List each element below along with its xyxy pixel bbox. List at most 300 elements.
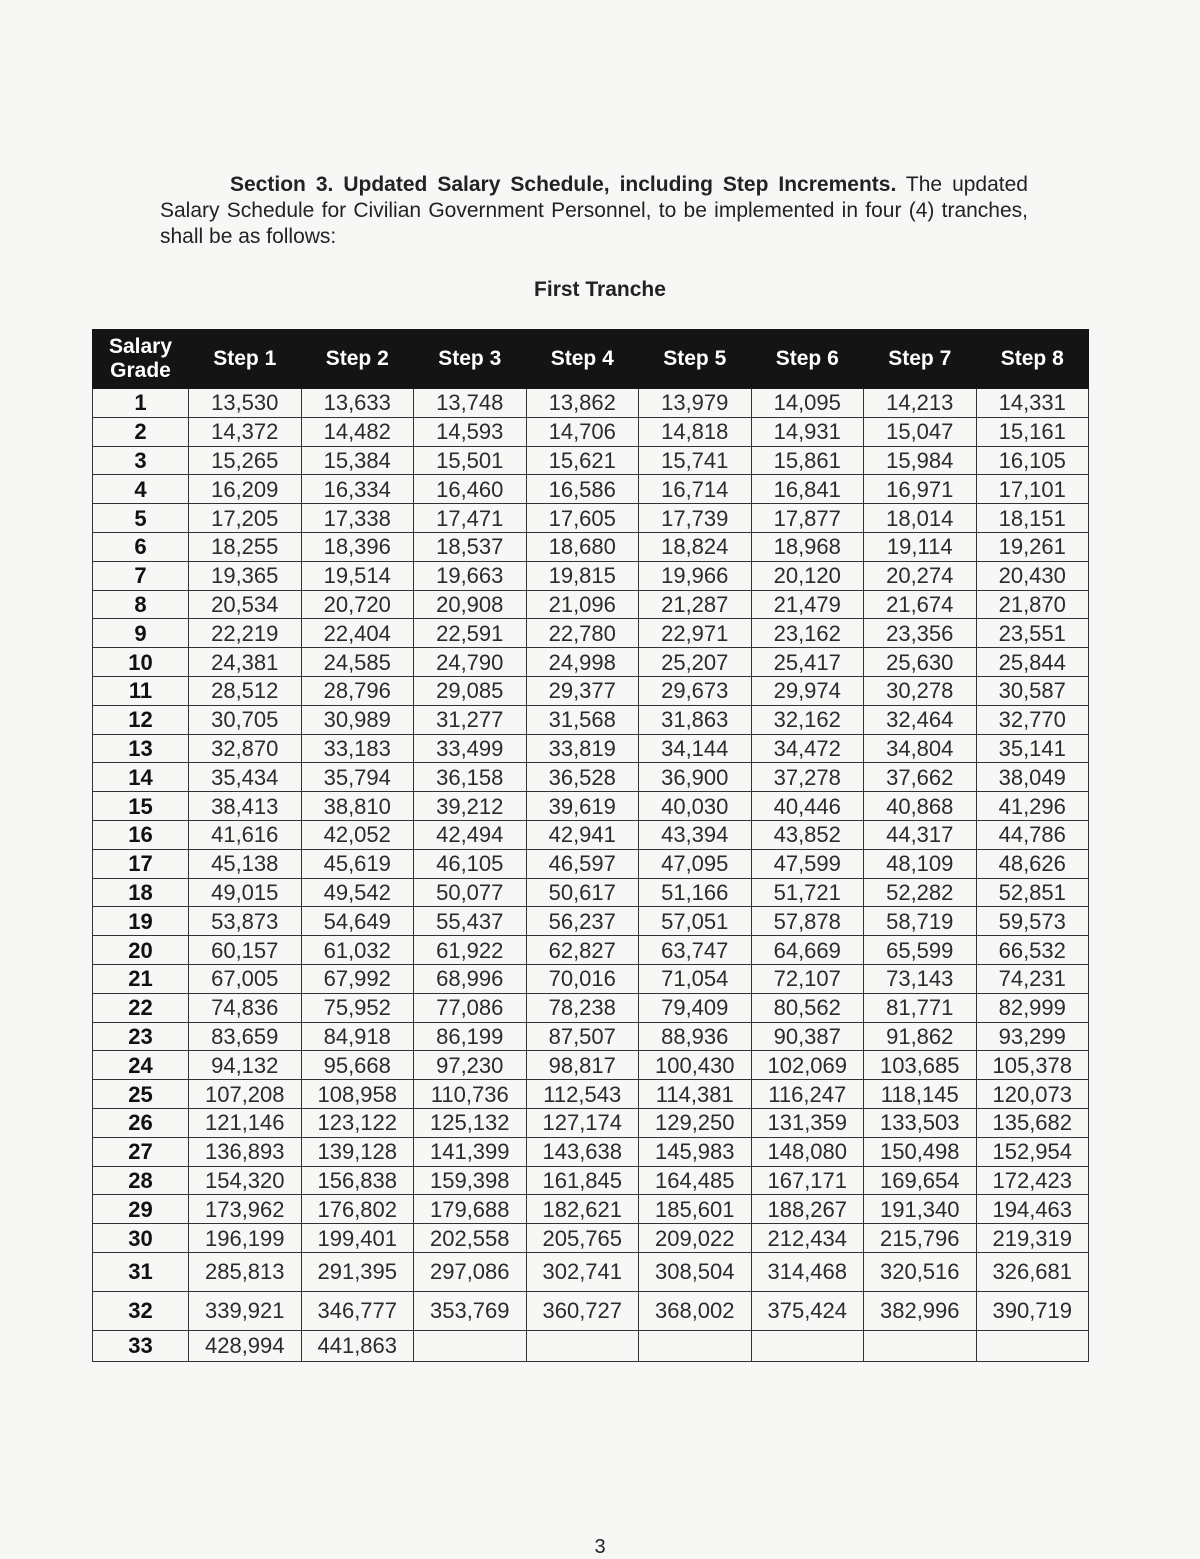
step-8-cell: 219,319: [976, 1224, 1089, 1253]
step-3-cell: 29,085: [414, 676, 527, 705]
step-1-cell: 16,209: [189, 475, 302, 504]
salary-grade-cell: 32: [93, 1291, 189, 1330]
step-4-cell: 161,845: [526, 1166, 639, 1195]
step-5-cell: 63,747: [639, 936, 752, 965]
step-3-cell: 19,663: [414, 561, 527, 590]
salary-grade-cell: 20: [93, 936, 189, 965]
section-heading: Section 3. Updated Salary Schedule, including Step Increments.: [230, 173, 897, 196]
step-7-cell: 73,143: [864, 964, 977, 993]
step-6-cell: 17,877: [751, 504, 864, 533]
salary-grade-cell: 33: [93, 1330, 189, 1361]
step-3-cell: 297,086: [414, 1252, 527, 1291]
header-step-4: Step 4: [526, 330, 639, 389]
step-7-cell: 15,984: [864, 446, 977, 475]
step-7-cell: 91,862: [864, 1022, 977, 1051]
table-row: [93, 820, 1089, 849]
step-8-cell: 120,073: [976, 1080, 1089, 1109]
step-5-cell: 145,983: [639, 1137, 752, 1166]
step-2-cell: 95,668: [301, 1051, 414, 1080]
step-8-cell: 38,049: [976, 763, 1089, 792]
step-1-cell: 24,381: [189, 648, 302, 677]
step-5-cell: 51,166: [639, 878, 752, 907]
step-5-cell: 47,095: [639, 849, 752, 878]
step-3-cell: 13,748: [414, 389, 527, 418]
step-8-cell: 44,786: [976, 820, 1089, 849]
step-4-cell: 13,862: [526, 389, 639, 418]
step-2-cell: 67,992: [301, 964, 414, 993]
step-6-cell: 40,446: [751, 792, 864, 821]
salary-grade-cell: 3: [93, 446, 189, 475]
step-7-cell: 15,047: [864, 417, 977, 446]
step-7-cell: 169,654: [864, 1166, 977, 1195]
table-row: [93, 676, 1089, 705]
step-5-cell: 13,979: [639, 389, 752, 418]
step-4-cell: 78,238: [526, 993, 639, 1022]
salary-grade-cell: 6: [93, 532, 189, 561]
step-4-cell: 42,941: [526, 820, 639, 849]
step-6-cell: [751, 1330, 864, 1361]
step-2-cell: 123,122: [301, 1108, 414, 1137]
step-2-cell: 24,585: [301, 648, 414, 677]
step-7-cell: 81,771: [864, 993, 977, 1022]
salary-grade-cell: 29: [93, 1195, 189, 1224]
step-4-cell: 70,016: [526, 964, 639, 993]
step-3-cell: 179,688: [414, 1195, 527, 1224]
step-1-cell: 38,413: [189, 792, 302, 821]
step-2-cell: 199,401: [301, 1224, 414, 1253]
step-4-cell: 112,543: [526, 1080, 639, 1109]
step-7-cell: 30,278: [864, 676, 977, 705]
salary-grade-cell: 17: [93, 849, 189, 878]
step-3-cell: 15,501: [414, 446, 527, 475]
step-5-cell: 71,054: [639, 964, 752, 993]
step-8-cell: 30,587: [976, 676, 1089, 705]
step-7-cell: 48,109: [864, 849, 977, 878]
table-row: [93, 475, 1089, 504]
step-6-cell: 131,359: [751, 1108, 864, 1137]
step-4-cell: 33,819: [526, 734, 639, 763]
step-3-cell: 141,399: [414, 1137, 527, 1166]
step-8-cell: 105,378: [976, 1051, 1089, 1080]
table-row: [93, 1252, 1089, 1291]
step-5-cell: 164,485: [639, 1166, 752, 1195]
salary-grade-cell: 14: [93, 763, 189, 792]
step-5-cell: 21,287: [639, 590, 752, 619]
step-6-cell: 23,162: [751, 619, 864, 648]
step-4-cell: 56,237: [526, 907, 639, 936]
step-1-cell: 19,365: [189, 561, 302, 590]
step-4-cell: 22,780: [526, 619, 639, 648]
table-row: [93, 849, 1089, 878]
step-1-cell: 196,199: [189, 1224, 302, 1253]
table-row: [93, 1022, 1089, 1051]
step-4-cell: 14,706: [526, 417, 639, 446]
header-step-6: Step 6: [751, 330, 864, 389]
step-2-cell: 156,838: [301, 1166, 414, 1195]
table-row: [93, 504, 1089, 533]
step-6-cell: 57,878: [751, 907, 864, 936]
step-1-cell: 339,921: [189, 1291, 302, 1330]
step-3-cell: 61,922: [414, 936, 527, 965]
step-5-cell: 19,966: [639, 561, 752, 590]
step-3-cell: 33,499: [414, 734, 527, 763]
step-4-cell: 39,619: [526, 792, 639, 821]
step-7-cell: 37,662: [864, 763, 977, 792]
step-3-cell: 31,277: [414, 705, 527, 734]
step-6-cell: 148,080: [751, 1137, 864, 1166]
salary-grade-cell: 18: [93, 878, 189, 907]
section-paragraph: [160, 172, 1028, 250]
step-1-cell: 22,219: [189, 619, 302, 648]
step-7-cell: 215,796: [864, 1224, 977, 1253]
step-3-cell: 24,790: [414, 648, 527, 677]
step-6-cell: 102,069: [751, 1051, 864, 1080]
step-1-cell: 35,434: [189, 763, 302, 792]
header-step-8: Step 8: [976, 330, 1089, 389]
step-4-cell: 17,605: [526, 504, 639, 533]
step-6-cell: 72,107: [751, 964, 864, 993]
header-step-3: Step 3: [414, 330, 527, 389]
step-8-cell: 19,261: [976, 532, 1089, 561]
step-7-cell: 23,356: [864, 619, 977, 648]
step-3-cell: 68,996: [414, 964, 527, 993]
step-7-cell: 58,719: [864, 907, 977, 936]
step-2-cell: 28,796: [301, 676, 414, 705]
step-2-cell: 75,952: [301, 993, 414, 1022]
step-2-cell: 49,542: [301, 878, 414, 907]
step-1-cell: 53,873: [189, 907, 302, 936]
step-7-cell: 65,599: [864, 936, 977, 965]
step-6-cell: 14,095: [751, 389, 864, 418]
section-body: The updated Salary Schedule for Civilian Government Personnel, to be implemented in four (4) tranches, shall be as follows:: [160, 173, 1028, 248]
step-1-cell: 20,534: [189, 590, 302, 619]
step-6-cell: 18,968: [751, 532, 864, 561]
salary-grade-cell: 10: [93, 648, 189, 677]
step-4-cell: 205,765: [526, 1224, 639, 1253]
step-2-cell: 61,032: [301, 936, 414, 965]
step-6-cell: 21,479: [751, 590, 864, 619]
step-2-cell: 42,052: [301, 820, 414, 849]
table-row: [93, 619, 1089, 648]
step-5-cell: 14,818: [639, 417, 752, 446]
step-8-cell: 152,954: [976, 1137, 1089, 1166]
step-3-cell: [414, 1330, 527, 1361]
step-8-cell: 23,551: [976, 619, 1089, 648]
step-6-cell: 212,434: [751, 1224, 864, 1253]
table-row: [93, 1224, 1089, 1253]
step-6-cell: 15,861: [751, 446, 864, 475]
step-3-cell: 50,077: [414, 878, 527, 907]
step-6-cell: 90,387: [751, 1022, 864, 1051]
step-5-cell: 57,051: [639, 907, 752, 936]
salary-grade-cell: 2: [93, 417, 189, 446]
header-step-7: Step 7: [864, 330, 977, 389]
salary-grade-cell: 16: [93, 820, 189, 849]
step-1-cell: 14,372: [189, 417, 302, 446]
salary-grade-cell: 26: [93, 1108, 189, 1137]
step-7-cell: 133,503: [864, 1108, 977, 1137]
step-3-cell: 14,593: [414, 417, 527, 446]
step-3-cell: 110,736: [414, 1080, 527, 1109]
step-7-cell: 21,674: [864, 590, 977, 619]
step-5-cell: 209,022: [639, 1224, 752, 1253]
header-step-1: Step 1: [189, 330, 302, 389]
step-1-cell: 67,005: [189, 964, 302, 993]
step-6-cell: 188,267: [751, 1195, 864, 1224]
step-3-cell: 202,558: [414, 1224, 527, 1253]
step-7-cell: 320,516: [864, 1252, 977, 1291]
step-4-cell: 50,617: [526, 878, 639, 907]
step-2-cell: 17,338: [301, 504, 414, 533]
step-8-cell: 390,719: [976, 1291, 1089, 1330]
step-1-cell: 49,015: [189, 878, 302, 907]
step-2-cell: 38,810: [301, 792, 414, 821]
step-2-cell: 16,334: [301, 475, 414, 504]
step-7-cell: 103,685: [864, 1051, 977, 1080]
step-1-cell: 13,530: [189, 389, 302, 418]
step-5-cell: 36,900: [639, 763, 752, 792]
step-3-cell: 55,437: [414, 907, 527, 936]
step-3-cell: 159,398: [414, 1166, 527, 1195]
step-8-cell: 17,101: [976, 475, 1089, 504]
step-5-cell: 79,409: [639, 993, 752, 1022]
step-8-cell: 21,870: [976, 590, 1089, 619]
step-6-cell: 47,599: [751, 849, 864, 878]
table-row: [93, 1051, 1089, 1080]
step-2-cell: 30,989: [301, 705, 414, 734]
step-2-cell: 54,649: [301, 907, 414, 936]
step-6-cell: 37,278: [751, 763, 864, 792]
step-5-cell: 368,002: [639, 1291, 752, 1330]
table-row: [93, 417, 1089, 446]
step-5-cell: 88,936: [639, 1022, 752, 1051]
header-step-5: Step 5: [639, 330, 752, 389]
step-1-cell: 28,512: [189, 676, 302, 705]
step-6-cell: 20,120: [751, 561, 864, 590]
step-6-cell: 314,468: [751, 1252, 864, 1291]
step-5-cell: 18,824: [639, 532, 752, 561]
step-5-cell: 100,430: [639, 1051, 752, 1080]
salary-schedule-table: [92, 329, 1089, 1362]
table-header-row: [93, 330, 1089, 389]
table-row: [93, 1108, 1089, 1137]
table-row: [93, 734, 1089, 763]
step-6-cell: 51,721: [751, 878, 864, 907]
step-6-cell: 14,931: [751, 417, 864, 446]
salary-grade-cell: 9: [93, 619, 189, 648]
step-8-cell: 172,423: [976, 1166, 1089, 1195]
header-salary-grade: Salary Grade: [93, 330, 189, 389]
salary-grade-cell: 8: [93, 590, 189, 619]
step-6-cell: 167,171: [751, 1166, 864, 1195]
step-7-cell: [864, 1330, 977, 1361]
table-row: [93, 446, 1089, 475]
step-7-cell: 40,868: [864, 792, 977, 821]
step-2-cell: 22,404: [301, 619, 414, 648]
step-1-cell: 173,962: [189, 1195, 302, 1224]
step-8-cell: 194,463: [976, 1195, 1089, 1224]
step-5-cell: [639, 1330, 752, 1361]
table-row: [93, 907, 1089, 936]
table-row: [93, 1195, 1089, 1224]
step-3-cell: 39,212: [414, 792, 527, 821]
table-row: [93, 532, 1089, 561]
step-2-cell: 35,794: [301, 763, 414, 792]
step-7-cell: 20,274: [864, 561, 977, 590]
salary-grade-cell: 30: [93, 1224, 189, 1253]
step-1-cell: 30,705: [189, 705, 302, 734]
step-2-cell: 291,395: [301, 1252, 414, 1291]
step-2-cell: 346,777: [301, 1291, 414, 1330]
step-6-cell: 32,162: [751, 705, 864, 734]
step-8-cell: 326,681: [976, 1252, 1089, 1291]
table-row: [93, 1137, 1089, 1166]
salary-grade-cell: 13: [93, 734, 189, 763]
step-4-cell: 87,507: [526, 1022, 639, 1051]
step-2-cell: 84,918: [301, 1022, 414, 1051]
step-1-cell: 428,994: [189, 1330, 302, 1361]
step-2-cell: 13,633: [301, 389, 414, 418]
salary-grade-cell: 27: [93, 1137, 189, 1166]
table-row: [93, 993, 1089, 1022]
step-8-cell: 15,161: [976, 417, 1089, 446]
step-8-cell: 18,151: [976, 504, 1089, 533]
step-7-cell: 44,317: [864, 820, 977, 849]
step-8-cell: 74,231: [976, 964, 1089, 993]
step-2-cell: 15,384: [301, 446, 414, 475]
step-3-cell: 36,158: [414, 763, 527, 792]
step-7-cell: 191,340: [864, 1195, 977, 1224]
step-8-cell: 14,331: [976, 389, 1089, 418]
step-1-cell: 154,320: [189, 1166, 302, 1195]
step-7-cell: 150,498: [864, 1137, 977, 1166]
step-4-cell: [526, 1330, 639, 1361]
step-8-cell: 66,532: [976, 936, 1089, 965]
step-7-cell: 118,145: [864, 1080, 977, 1109]
step-1-cell: 107,208: [189, 1080, 302, 1109]
step-3-cell: 16,460: [414, 475, 527, 504]
table-row: [93, 763, 1089, 792]
step-5-cell: 29,673: [639, 676, 752, 705]
step-8-cell: 48,626: [976, 849, 1089, 878]
step-3-cell: 20,908: [414, 590, 527, 619]
salary-grade-cell: 22: [93, 993, 189, 1022]
step-2-cell: 14,482: [301, 417, 414, 446]
step-2-cell: 18,396: [301, 532, 414, 561]
step-8-cell: 35,141: [976, 734, 1089, 763]
step-3-cell: 17,471: [414, 504, 527, 533]
step-8-cell: 135,682: [976, 1108, 1089, 1137]
step-4-cell: 31,568: [526, 705, 639, 734]
step-1-cell: 74,836: [189, 993, 302, 1022]
table-row: [93, 878, 1089, 907]
table-row: [93, 561, 1089, 590]
step-2-cell: 139,128: [301, 1137, 414, 1166]
step-4-cell: 127,174: [526, 1108, 639, 1137]
step-1-cell: 285,813: [189, 1252, 302, 1291]
salary-grade-cell: 21: [93, 964, 189, 993]
table-row: [93, 964, 1089, 993]
step-1-cell: 94,132: [189, 1051, 302, 1080]
step-6-cell: 80,562: [751, 993, 864, 1022]
salary-grade-cell: 28: [93, 1166, 189, 1195]
step-8-cell: 25,844: [976, 648, 1089, 677]
step-5-cell: 114,381: [639, 1080, 752, 1109]
step-5-cell: 31,863: [639, 705, 752, 734]
step-8-cell: 52,851: [976, 878, 1089, 907]
step-1-cell: 121,146: [189, 1108, 302, 1137]
step-5-cell: 25,207: [639, 648, 752, 677]
step-4-cell: 302,741: [526, 1252, 639, 1291]
step-2-cell: 176,802: [301, 1195, 414, 1224]
step-2-cell: 108,958: [301, 1080, 414, 1109]
step-8-cell: 20,430: [976, 561, 1089, 590]
step-3-cell: 22,591: [414, 619, 527, 648]
step-7-cell: 19,114: [864, 532, 977, 561]
step-3-cell: 86,199: [414, 1022, 527, 1051]
header-step-2: Step 2: [301, 330, 414, 389]
step-6-cell: 43,852: [751, 820, 864, 849]
step-3-cell: 18,537: [414, 532, 527, 561]
step-5-cell: 40,030: [639, 792, 752, 821]
salary-grade-cell: 1: [93, 389, 189, 418]
salary-grade-cell: 19: [93, 907, 189, 936]
table-row: [93, 1330, 1089, 1361]
salary-grade-cell: 24: [93, 1051, 189, 1080]
step-7-cell: 14,213: [864, 389, 977, 418]
table-row: [93, 1080, 1089, 1109]
step-5-cell: 129,250: [639, 1108, 752, 1137]
step-8-cell: [976, 1330, 1089, 1361]
table-row: [93, 705, 1089, 734]
step-7-cell: 25,630: [864, 648, 977, 677]
step-6-cell: 29,974: [751, 676, 864, 705]
step-7-cell: 34,804: [864, 734, 977, 763]
table-row: [93, 389, 1089, 418]
step-7-cell: 18,014: [864, 504, 977, 533]
table-row: [93, 590, 1089, 619]
step-6-cell: 34,472: [751, 734, 864, 763]
salary-grade-cell: 15: [93, 792, 189, 821]
tranche-title: First Tranche: [534, 278, 666, 301]
step-4-cell: 98,817: [526, 1051, 639, 1080]
salary-grade-cell: 31: [93, 1252, 189, 1291]
step-1-cell: 45,138: [189, 849, 302, 878]
step-8-cell: 32,770: [976, 705, 1089, 734]
step-1-cell: 15,265: [189, 446, 302, 475]
salary-grade-cell: 23: [93, 1022, 189, 1051]
step-4-cell: 182,621: [526, 1195, 639, 1224]
step-7-cell: 32,464: [864, 705, 977, 734]
table-row: [93, 1166, 1089, 1195]
step-1-cell: 41,616: [189, 820, 302, 849]
salary-grade-cell: 5: [93, 504, 189, 533]
step-5-cell: 17,739: [639, 504, 752, 533]
step-5-cell: 43,394: [639, 820, 752, 849]
step-4-cell: 360,727: [526, 1291, 639, 1330]
step-1-cell: 18,255: [189, 532, 302, 561]
step-4-cell: 16,586: [526, 475, 639, 504]
step-4-cell: 143,638: [526, 1137, 639, 1166]
salary-grade-cell: 12: [93, 705, 189, 734]
step-4-cell: 18,680: [526, 532, 639, 561]
table-row: [93, 648, 1089, 677]
table-row: [93, 1291, 1089, 1330]
step-4-cell: 21,096: [526, 590, 639, 619]
salary-grade-cell: 7: [93, 561, 189, 590]
step-5-cell: 15,741: [639, 446, 752, 475]
step-3-cell: 97,230: [414, 1051, 527, 1080]
